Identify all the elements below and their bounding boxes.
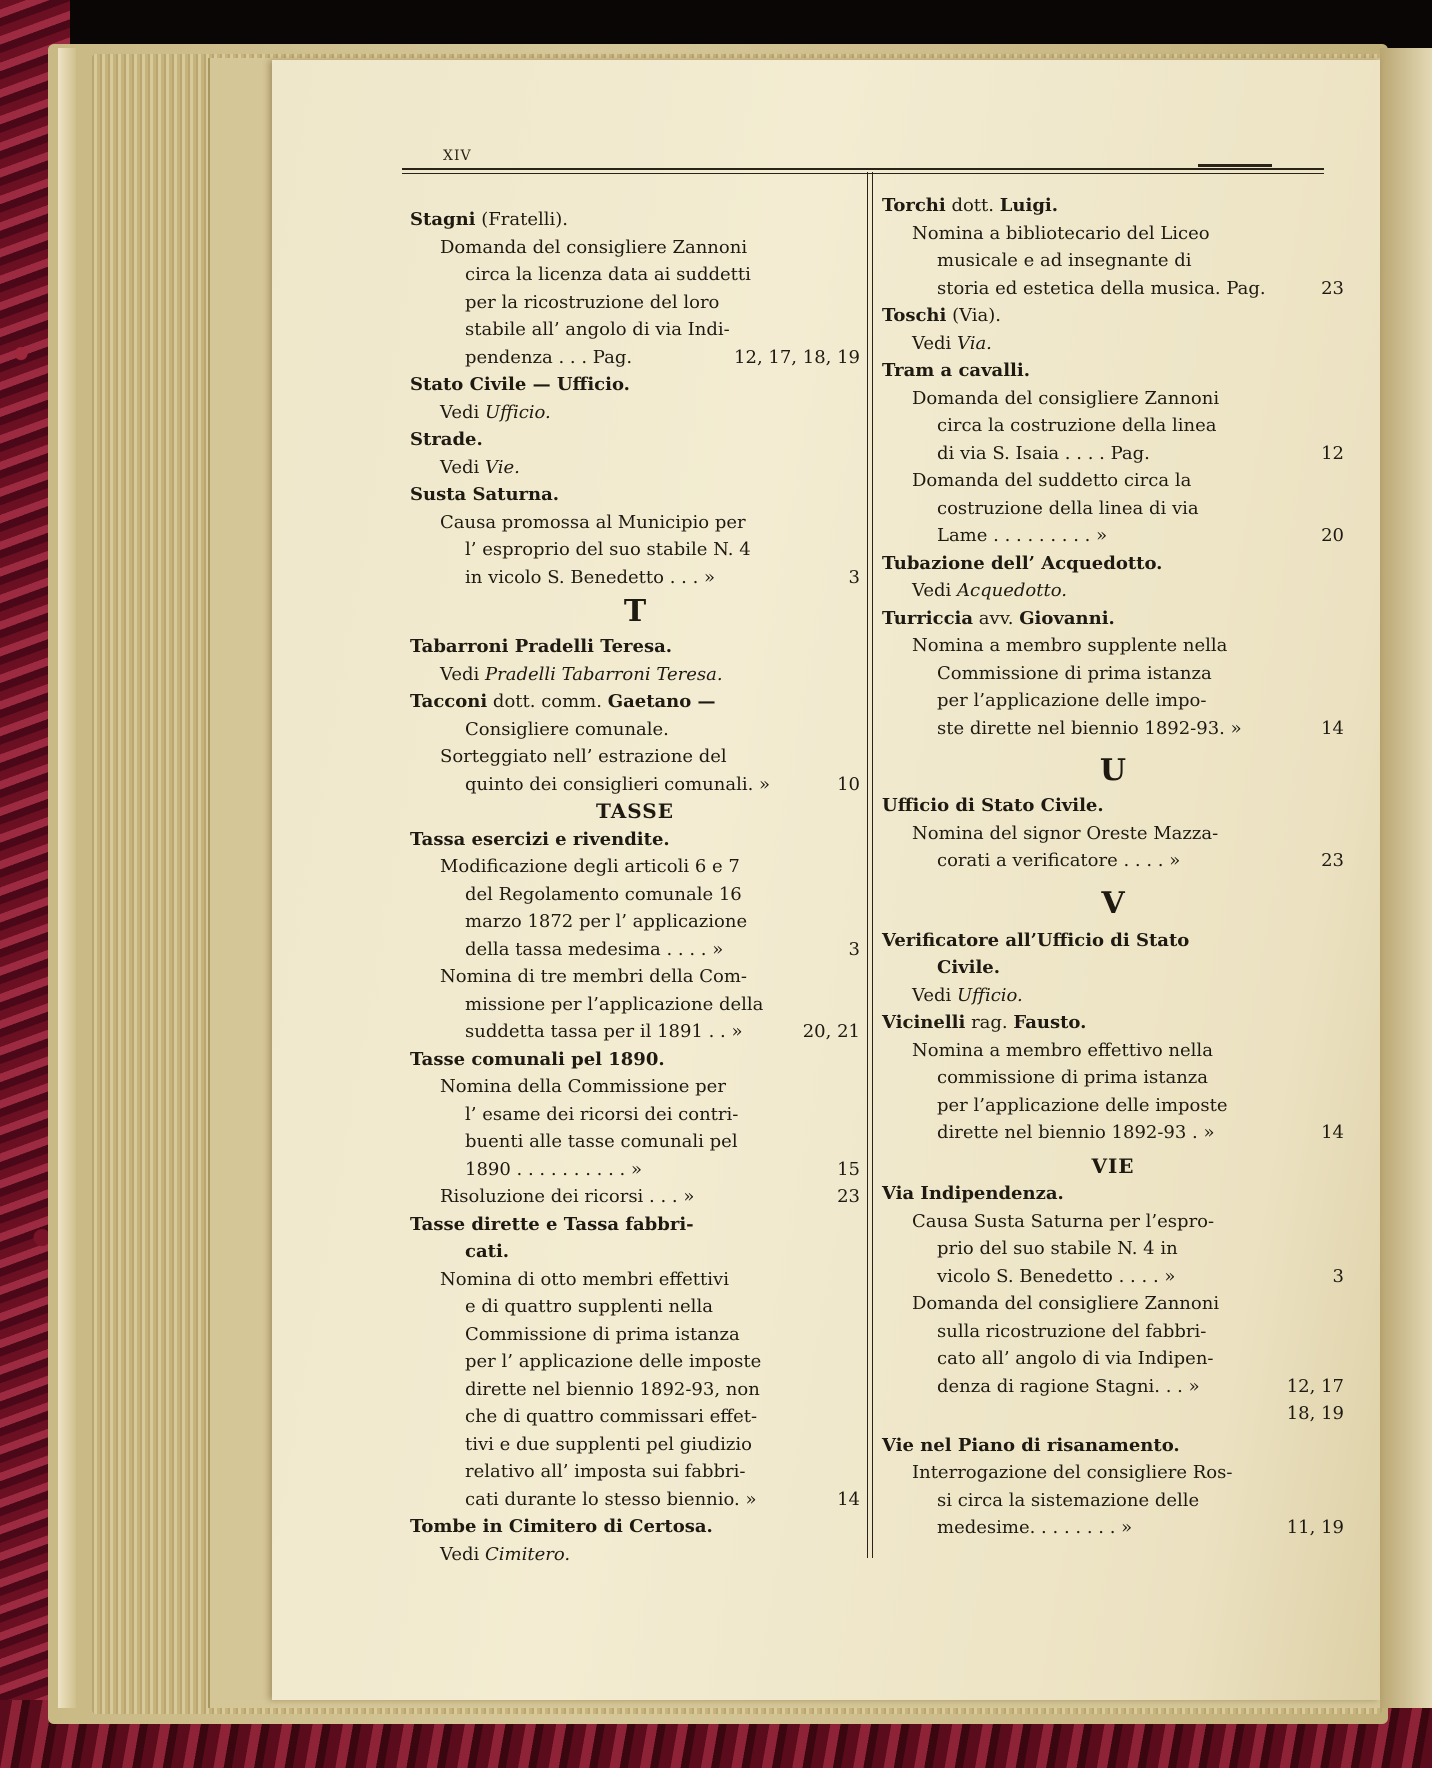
left-column <box>410 206 860 1568</box>
entry-heading: Vie nel Piano di risanamento. <box>882 1434 1180 1456</box>
index-line: Commissione di prima istanza <box>937 662 1212 684</box>
index-line: Turriccia avv. Giovanni. <box>882 607 1115 629</box>
index-line: Domanda del consigliere Zannoni <box>912 387 1220 409</box>
page-ref: 18, 19 <box>1286 1403 1344 1424</box>
index-line: Torchi dott. Luigi. <box>882 195 1059 216</box>
section-letter-u: U <box>1099 753 1127 788</box>
index-line: Causa Susta Saturna per l’espro- <box>912 1210 1215 1232</box>
index-line: storia ed estetica della musica. Pag. 23 <box>882 275 1344 303</box>
entry-heading: Tasse comunali pel 1890. <box>410 1048 665 1070</box>
index-line: stabile all’ angolo di via Indi- <box>465 319 730 340</box>
page-ref: 11, 19 <box>1286 1517 1344 1538</box>
index-line: Vedi Vie. <box>440 456 520 478</box>
index-line: quinto dei consiglieri comunali. » 10 <box>410 771 860 799</box>
index-line: ste dirette nel biennio 1892-93. » 14 <box>882 715 1344 743</box>
index-line: Vicinelli rag. Fausto. <box>882 1012 1087 1033</box>
index-line: Interrogazione del consigliere Ros- <box>912 1462 1233 1483</box>
index-line: Nomina a bibliotecario del Liceo <box>912 222 1210 244</box>
page-ref: 23 <box>1321 277 1344 299</box>
index-line: circa la licenza data ai suddetti <box>465 264 751 285</box>
entry-heading: Tombe in Cimitero di Certosa. <box>410 1516 713 1537</box>
index-line: cato all’ angolo di via Indipen- <box>937 1348 1214 1369</box>
header-rule-mark <box>1198 164 1272 167</box>
index-line: si circa la sistemazione delle <box>937 1489 1200 1511</box>
index-line: del Regolamento comunale 16 <box>465 883 742 905</box>
index-line: per l’applicazione delle impo- <box>937 690 1207 711</box>
index-line: costruzione della linea di via <box>937 497 1199 519</box>
entry-heading: Tasse dirette e Tassa fabbri- <box>410 1213 694 1235</box>
page-ref: 12, 17, 18, 19 <box>734 346 860 368</box>
entry-heading: Stato Civile — Ufficio. <box>410 374 630 395</box>
page-ref: 14 <box>1321 717 1344 739</box>
index-line: Tacconi dott. comm. Gaetano — <box>410 691 716 712</box>
index-line: Nomina a membro effettivo nella <box>912 1039 1213 1061</box>
page-ref: 23 <box>837 1186 860 1207</box>
section-title-vie: VIE <box>1091 1153 1135 1178</box>
page-ref: 15 <box>837 1158 860 1180</box>
index-line: Domanda del consigliere Zannoni <box>440 236 748 258</box>
header-rule <box>402 168 1324 170</box>
index-line: dirette nel biennio 1892-93, non <box>465 1378 760 1400</box>
section-letter-v: V <box>1101 885 1125 921</box>
index-line: e di quattro supplenti nella <box>465 1296 713 1317</box>
index-line: Vedi Ufficio. <box>440 401 551 423</box>
page-edge-strip <box>58 48 76 1708</box>
index-line: missione per l’applicazione della <box>465 993 764 1015</box>
entry-heading: Tabarroni Pradelli Teresa. <box>410 636 673 657</box>
page-ref: 14 <box>837 1488 860 1510</box>
index-line: Modificazione degli articoli 6 e 7 <box>440 856 740 877</box>
index-line: per l’applicazione delle imposte <box>937 1094 1228 1116</box>
index-line: Vedi Acquedotto. <box>912 580 1067 601</box>
index-line: Nomina della Commissione per <box>440 1076 726 1097</box>
index-line: della tassa medesima . . . . » 3 <box>410 936 860 964</box>
index-line: corati a verificatore . . . . » 23 <box>882 847 1344 875</box>
index-line: per la ricostruzione del loro <box>465 291 720 313</box>
column-divider <box>867 172 868 1558</box>
entry-heading: Strade. <box>410 429 483 450</box>
entry-heading: Tram a cavalli. <box>882 360 1030 381</box>
page-ref: 10 <box>837 773 860 795</box>
page-ref: 20 <box>1321 525 1344 546</box>
entry-heading: Verificatore all’Ufficio di Stato <box>882 929 1190 951</box>
index-line: Commissione di prima istanza <box>465 1323 740 1345</box>
index-line: l’ esproprio del suo stabile N. 4 <box>465 539 751 560</box>
entry-heading: Tubazione dell’ Acquedotto. <box>882 552 1163 574</box>
entry-heading: Ufficio di Stato Civile. <box>882 795 1104 816</box>
column-divider-thin <box>872 172 873 1558</box>
page-ref: 23 <box>1321 850 1344 871</box>
index-line: commissione di prima istanza <box>937 1067 1209 1088</box>
index-line: 1890 . . . . . . . . . . » 15 <box>410 1156 860 1184</box>
index-line: Lame . . . . . . . . . » 20 <box>882 522 1344 550</box>
index-line: tivi e due supplenti pel giudizio <box>465 1433 752 1455</box>
page-ref: 12 <box>1321 442 1344 464</box>
header-rule-thin <box>402 173 1324 174</box>
index-line: denza di ragione Stagni. . . » 12, 17 <box>882 1373 1344 1401</box>
index-line: circa la costruzione della linea <box>937 415 1217 436</box>
index-line: Civile. <box>937 957 1001 978</box>
index-line: Nomina a membro supplente nella <box>912 635 1228 656</box>
right-column <box>882 192 1344 1542</box>
index-line: cati durante lo stesso biennio. » 14 <box>410 1486 860 1514</box>
index-line: Sorteggiato nell’ estrazione del <box>440 746 727 767</box>
index-line: vicolo S. Benedetto . . . . » 3 <box>882 1263 1344 1291</box>
page-ref: 20, 21 <box>802 1021 860 1042</box>
facing-page-edge <box>1380 48 1432 1708</box>
index-line: suddetta tassa per il 1891 . . » 20, 21 <box>410 1018 860 1046</box>
index-line: Nomina di tre membri della Com- <box>440 966 747 987</box>
index-line: medesime. . . . . . . . » 11, 19 <box>882 1514 1344 1542</box>
index-line: di via S. Isaia . . . . Pag. 12 <box>882 440 1344 468</box>
index-line: marzo 1872 per l’ applicazione <box>465 911 748 932</box>
index-line: Vedi Via. <box>912 332 992 354</box>
index-line: Toschi (Via). <box>882 305 1002 326</box>
entry-heading: Via Indipendenza. <box>882 1183 1064 1204</box>
section-letter-t: T <box>623 594 647 629</box>
index-line: dirette nel biennio 1892-93 . » 14 <box>882 1119 1344 1147</box>
page-ref: 14 <box>1321 1122 1344 1143</box>
index-line: buenti alle tasse comunali pel <box>465 1131 738 1152</box>
page-ref: 3 <box>848 938 860 960</box>
index-line: l’ esame dei ricorsi dei contri- <box>465 1103 739 1125</box>
index-line: per l’ applicazione delle imposte <box>465 1351 762 1372</box>
page-ref: 3 <box>848 566 860 588</box>
index-line: Vedi Pradelli Tabarroni Teresa. <box>440 663 723 685</box>
section-title-tasse: TASSE <box>596 799 674 823</box>
index-line: Nomina del signor Oreste Mazza- <box>912 822 1219 844</box>
index-line: Consigliere comunale. <box>465 718 669 740</box>
entry-heading: Tassa esercizi e rivendite. <box>410 828 670 850</box>
page-number: XIV <box>443 148 472 164</box>
index-line <box>882 1400 1344 1428</box>
index-line: Nomina di otto membri effettivi <box>440 1268 729 1290</box>
index-line: pendenza . . . Pag. 12, 17, 18, 19 <box>410 344 860 372</box>
index-line: cati. <box>465 1241 510 1262</box>
entry-heading: Stagni (Fratelli). <box>410 209 568 230</box>
index-line: in vicolo S. Benedetto . . . » 3 <box>410 564 860 592</box>
index-line: che di quattro commissari effet- <box>465 1406 758 1427</box>
index-line: Vedi Cimitero. <box>440 1543 571 1565</box>
index-line: Risoluzione dei ricorsi . . . » 23 <box>410 1183 860 1211</box>
page-ref: 3 <box>1332 1265 1344 1287</box>
entry-heading: Susta Saturna. <box>410 484 560 505</box>
index-line: Domanda del suddetto circa la <box>912 470 1192 491</box>
page-ref: 12, 17 <box>1286 1375 1344 1397</box>
index-line: prio del suo stabile N. 4 in <box>937 1238 1178 1259</box>
index-line: musicale e ad insegnante di <box>937 250 1192 271</box>
index-line: relativo all’ imposta sui fabbri- <box>465 1461 746 1482</box>
index-line: sulla ricostruzione del fabbri- <box>937 1320 1207 1342</box>
index-line: Domanda del consigliere Zannoni <box>912 1293 1220 1314</box>
index-line: Vedi Ufficio. <box>912 984 1023 1006</box>
index-line: Causa promossa al Municipio per <box>440 511 746 533</box>
